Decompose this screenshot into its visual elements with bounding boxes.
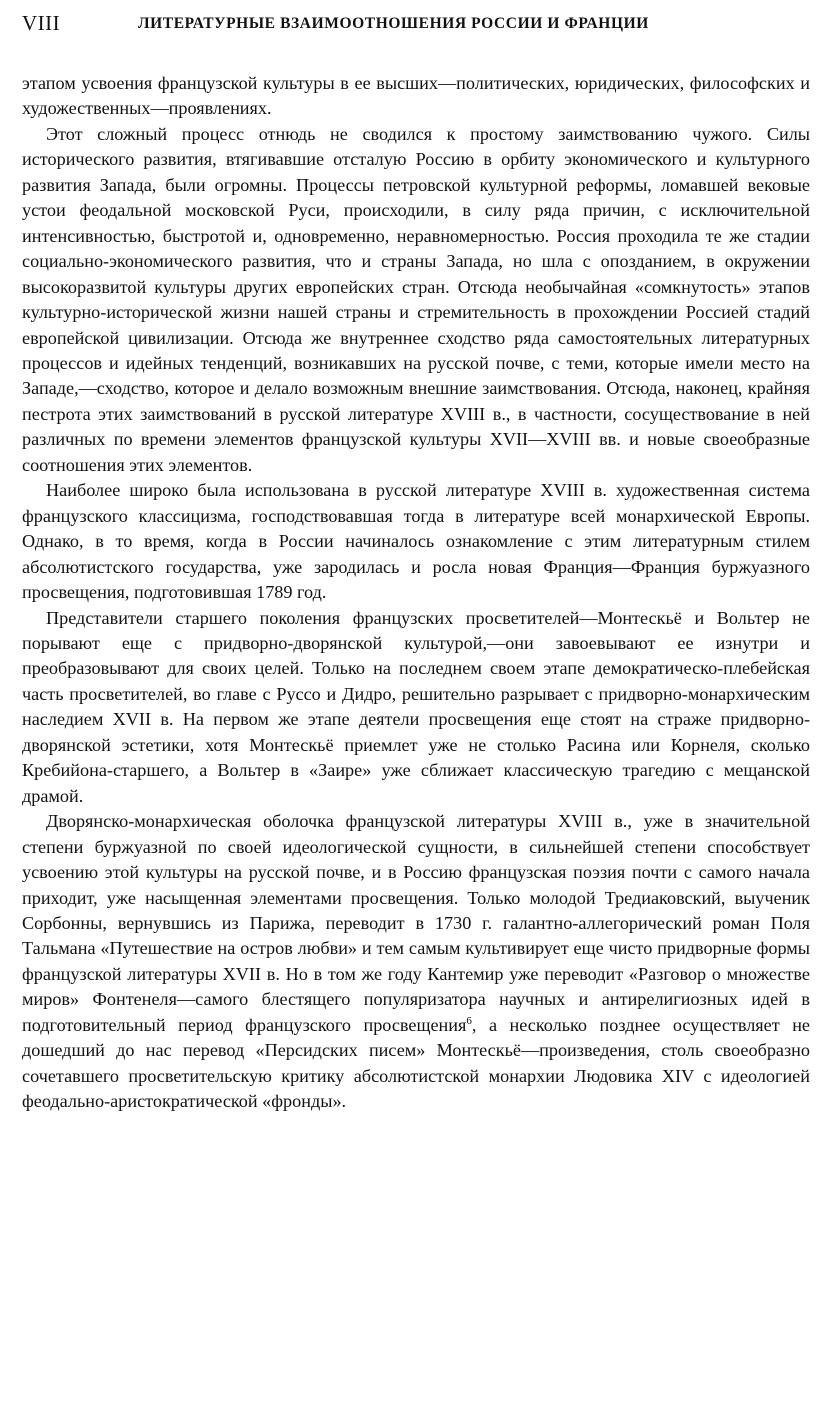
paragraph-continuation: этапом усвоения французской культуры в ее высших—политических, юридических, философских и художественных—проявлениях. <box>22 73 810 119</box>
paragraph-text: Дворянско-монархическая оболочка французской литературы XVIII в., уже в значительной степени буржуазной по своей идеологической сущности, в сильнейшей степени способствует усвоению этой культуры на русской почве, и в Россию французская поэзия почти с самого начала приходит, уже насыщенная элементами просвещения. Только молодой Тредиаковский, выученик Сорбонны, вернувшись из Парижа, переводит в 1730 г. галантно-аллегорический роман Поля Тальмана «Путешествие на остров любви» и тем самым культивирует еще чисто придворные формы французской литературы XVII в. Но в том же году Кантемир уже переводит «Разговор о множестве миров» Фонтенеля—самого блестящего популяризатора научных и антирелигиозных идей в подготовительный период французского просвещения <box>22 811 810 1035</box>
paragraph-text-continued: , а несколько позднее осуществляет не дошедший до нас перевод «Персидских писем» Монтескьё—произведения, столь своеобразно сочетавшего просветительскую критику абсолютистской монархии Людовика XIV с идеологией феодально-аристократической «фронды». <box>22 1014 810 1112</box>
body-text <box>22 71 810 1115</box>
paragraph: Представители старшего поколения французских просветителей—Монтескьё и Вольтер не порывают еще с придворно-дворянской культурой,—они завоевывают ее изнутри и преобразовывают для своих целей. Только на последнем своем этапе демократическо-плебейская часть просветителей, во главе с Руссо и Дидро, решительно разрывает с придворно-монархическим наследием XVII в. На первом же этапе деятели просвещения еще стоят на страже придворно-дворянской эстетики, хотя Монтескьё приемлет уже не столько Расина или Корнеля, сколько Кребийона-старшего, а Вольтер в «Заире» уже сближает классическую трагедию с мещанской драмой. <box>22 607 810 806</box>
page-number: VIII <box>22 11 61 35</box>
book-page <box>22 8 810 1115</box>
paragraph-with-footnote <box>22 809 810 1114</box>
running-title: ЛИТЕРАТУРНЫЕ ВЗАИМООТНОШЕНИЯ РОССИИ И ФРАНЦИИ <box>138 15 649 32</box>
footnote-reference: 6 <box>466 1014 472 1027</box>
paragraph: Наиболее широко была использована в русской литературе XVIII в. художественная система французского классицизма, господствовавшая тогда в литературе всей монархической Европы. Однако, в то время, когда в России начиналось ознакомление с этим литературным стилем абсолютистского государства, уже зародилась и росла новая Франция—Франция буржуазного просвещения, подготовившая 1789 год. <box>22 480 810 603</box>
paragraph: Этот сложный процесс отнюдь не сводился к простому заимствованию чужого. Силы исторического развития, втягивавшие отсталую Россию в орбиту экономического и культурного развития Запада, были огромны. Процессы петровской культурной реформы, ломавшей вековые устои феодальной московской Руси, происходили, в силу ряда причин, с исключительной интенсивностью, быстротой и, одновременно, неравномерностью. Россия проходила те же стадии социально-экономического развития, что и страны Запада, но шла с опозданием, в окружении высокоразвитой культуры других европейских стран. Отсюда необычайная «сомкнутость» этапов культурно-исторической жизни нашей страны и стремительность в прохождении Россией стадий европейской цивилизации. Отсюда же внутреннее сходство ряда самостоятельных литературных процессов и идейных тенденций, возникавших на русской почве, с теми, которые имели место на Западе,—сходство, которое и делало возможным внешние заимствования. Отсюда, наконец, крайняя пестрота этих заимствований в русской литературе XVIII в., в частности, сосуществование в ней различных по времени элементов французской культуры XVII—XVIII вв. и новые своеобразные соотношения этих элементов. <box>22 123 810 475</box>
running-head <box>22 8 810 38</box>
